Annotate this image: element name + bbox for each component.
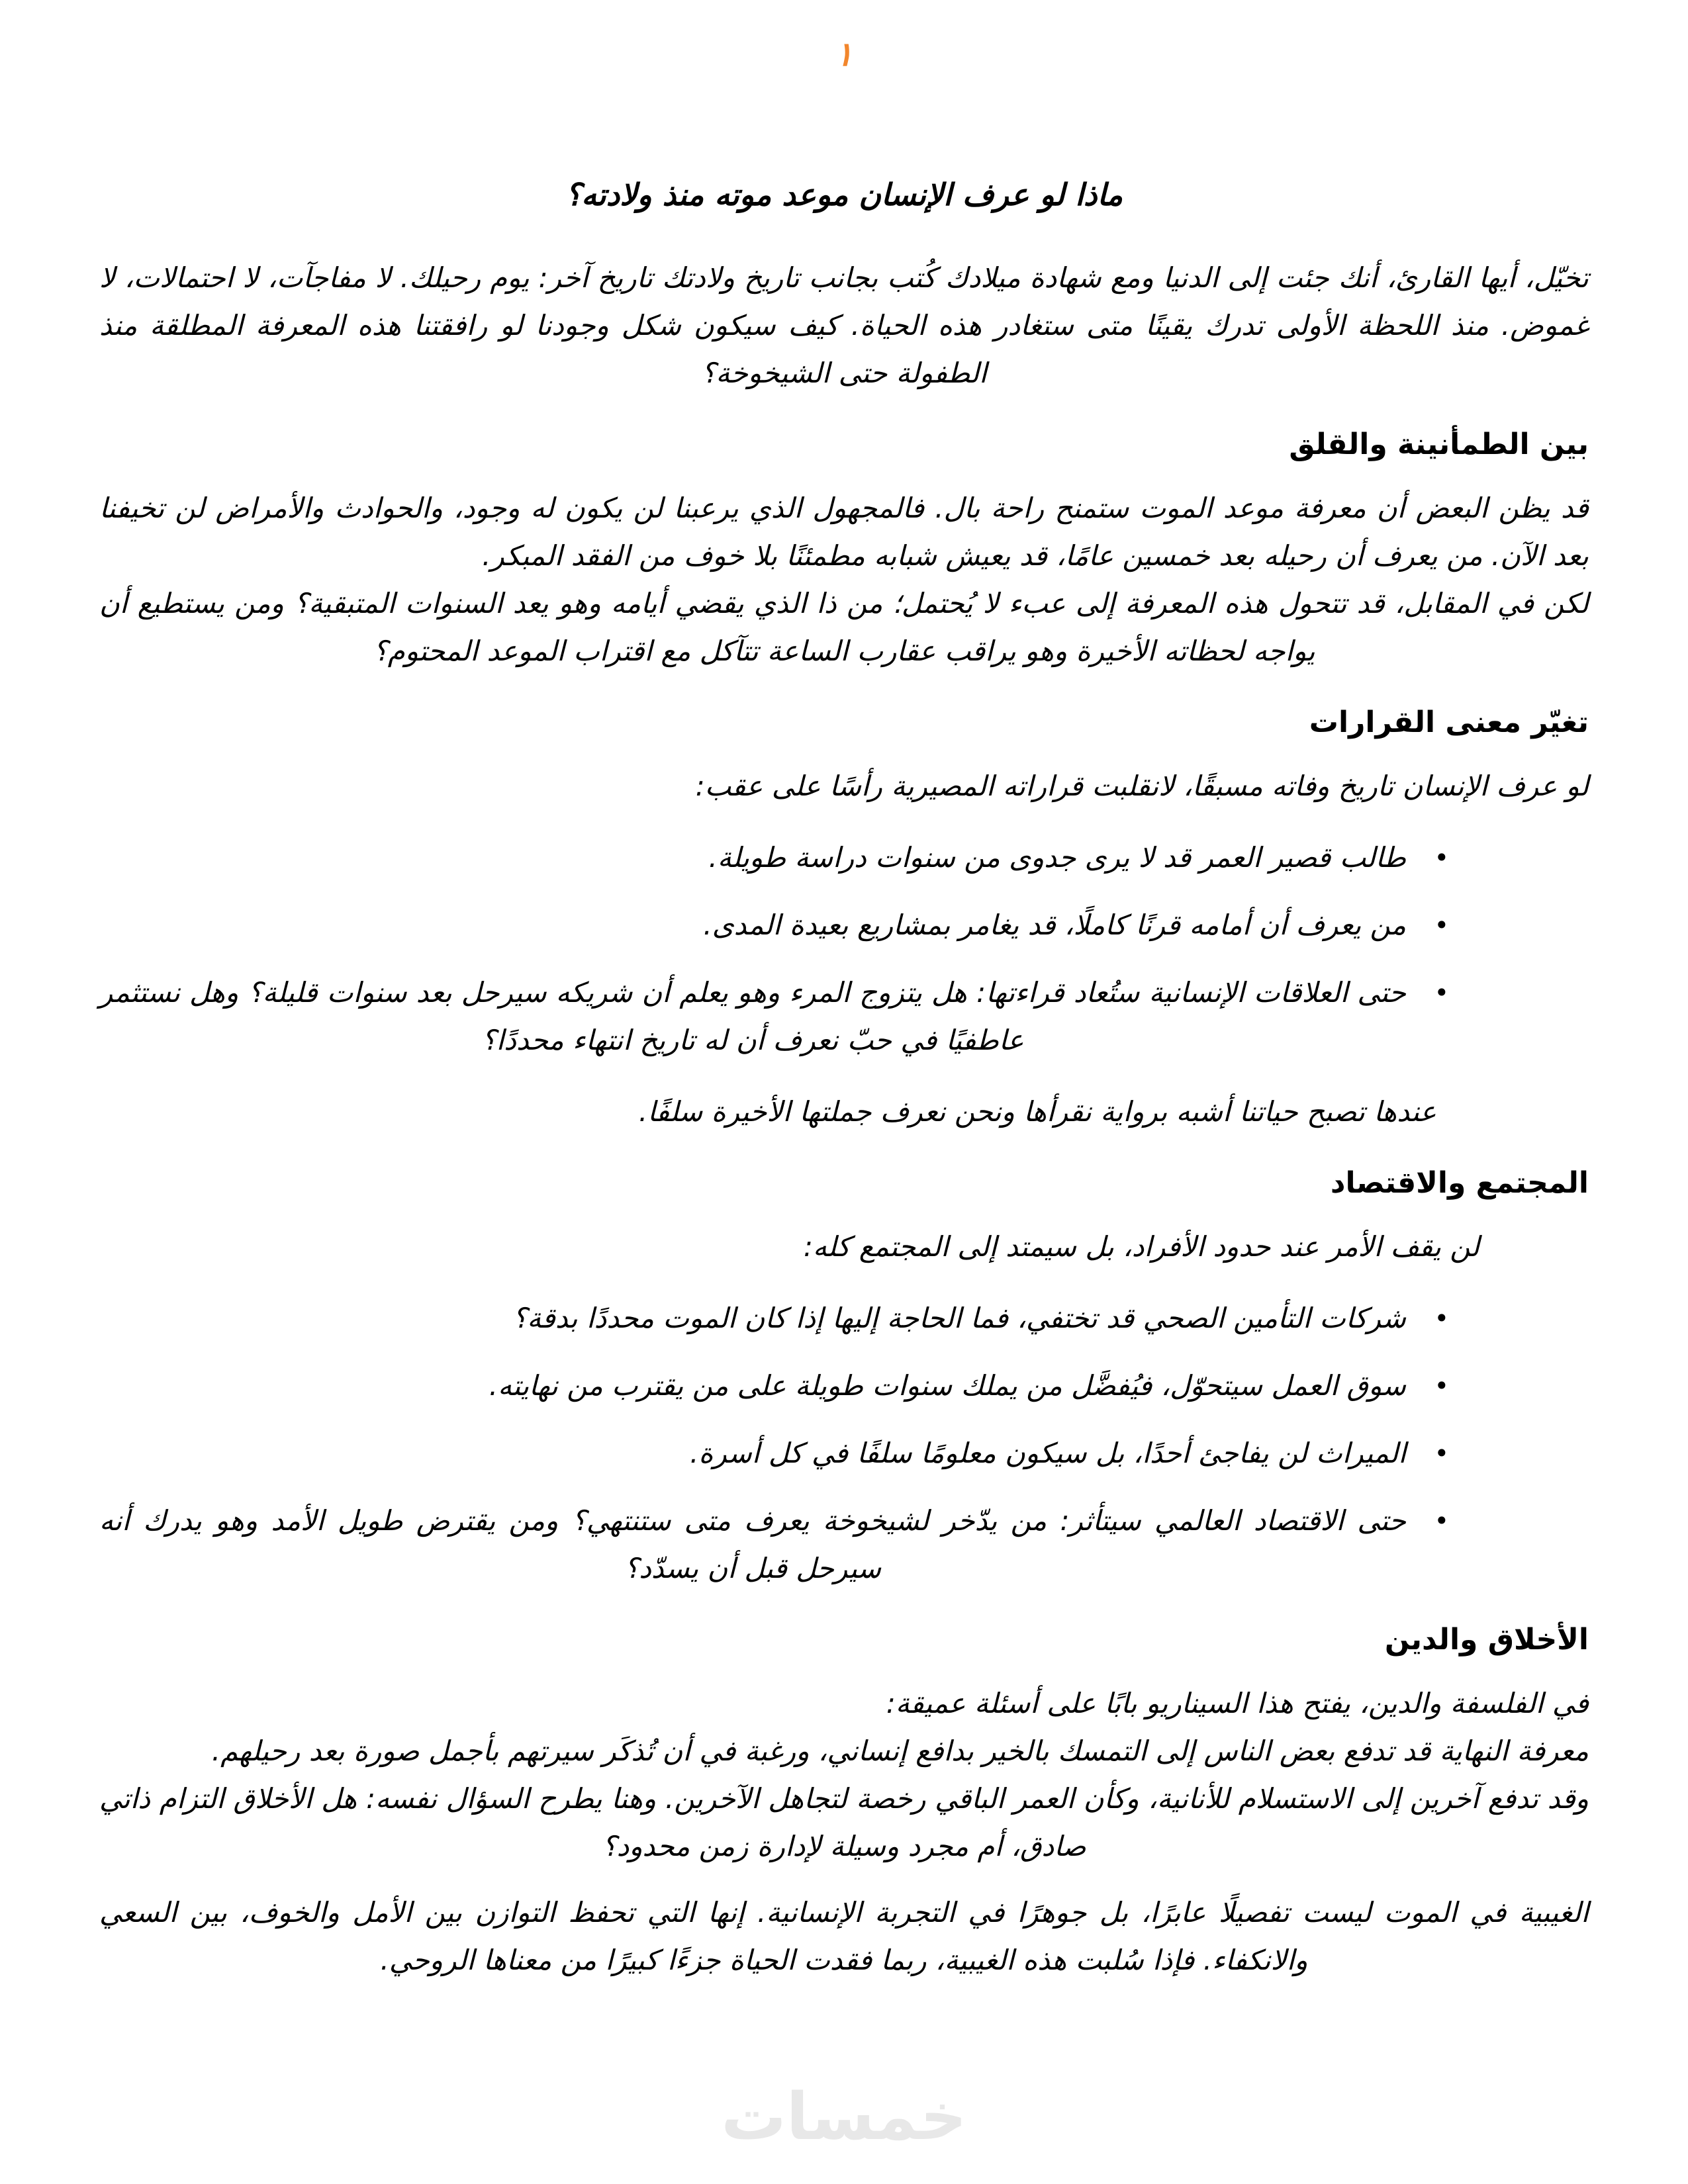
list-item: • حتى العلاقات الإنسانية ستُعاد قراءتها: هل يتزوج المرء وهو يعلم أن شريكه سيرحل بعد سنوات قليلة؟ وهل نستثمر عاطفيًا في حبّ نعرف أن له تاريخ انتهاء محددًا؟	[99, 969, 1453, 1064]
paragraph: قد يظن البعض أن معرفة موعد الموت ستمنح راحة بال. فالمجهول الذي يرعبنا لن يكون له وجود، والحوادث والأمراض لن تخيفنا بعد الآن. من يعرف أن رحيله بعد خمسين عامًا، قد يعيش شبابه مطمئنًا بلا خوف من الفقد المبكر.	[99, 492, 1589, 572]
heading-ethics-religion: الأخلاق والدين	[1384, 1623, 1589, 1657]
heading-society-economy: المجتمع والاقتصاد	[1330, 1166, 1589, 1200]
heading-serenity-anxiety: بين الطمأنينة والقلق	[1289, 428, 1589, 461]
paragraph: وقد تدفع آخرين إلى الاستسلام للأنانية، وكأن العمر الباقي رخصة لتجاهل الآخرين. وهنا يطرح السؤال نفسه: هل الأخلاق التزام ذاتي صادق، أم مجرد وسيلة لإدارة زمن محدود؟	[99, 1782, 1589, 1862]
paragraph: لن يقف الأمر عند حدود الأفراد، بل سيمتد إلى المجتمع كله:	[803, 1230, 1479, 1263]
list-item: • طالب قصير العمر قد لا يرى جدوى من سنوات دراسة طويلة.	[99, 834, 1453, 882]
decisions-bullet-list	[99, 834, 1589, 1064]
paragraph: عندها تصبح حياتنا أشبه برواية نقرأها ونحن نعرف جملتها الأخيرة سلفًا.	[638, 1095, 1436, 1128]
list-item: • سوق العمل سيتحوّل، فيُفضَّل من يملك سنوات طويلة على من يقترب من نهايته.	[99, 1362, 1453, 1410]
paragraph: لو عرف الإنسان تاريخ وفاته مسبقًا، لانقلبت قراراته المصيرية رأسًا على عقب:	[695, 770, 1589, 802]
list-item: • حتى الاقتصاد العالمي سيتأثر: من يدّخر لشيخوخة يعرف متى ستنتهي؟ ومن يقترض طويل الأمد وهو يدرك أنه سيرحل قبل أن يسدّد؟	[99, 1497, 1453, 1592]
list-item: • من يعرف أن أمامه قرنًا كاملًا، قد يغامر بمشاريع بعيدة المدى.	[99, 901, 1453, 949]
heading-decisions: تغيّر معنى القرارات	[1309, 705, 1589, 739]
closing-paragraph: الغيبية في الموت ليست تفصيلًا عابرًا، بل جوهرًا في التجربة الإنسانية. إنها التي تحفظ التوازن بين الأمل والخوف، بين السعي والانكفاء. فإذا سُلبت هذه الغيبية، ربما فقدت الحياة جزءًا كبيرًا من معناها الروحي.	[99, 1896, 1589, 1976]
khamsat-watermark: خمسات	[721, 2079, 967, 2155]
page-number: ١	[835, 35, 853, 73]
document-title: ماذا لو عرف الإنسان موعد موته منذ ولادته؟	[565, 177, 1123, 212]
list-item: • الميراث لن يفاجئ أحدًا، بل سيكون معلومًا سلفًا في كل أسرة.	[99, 1430, 1453, 1477]
society-bullet-list	[99, 1295, 1589, 1592]
paragraph: معرفة النهاية قد تدفع بعض الناس إلى التمسك بالخير بدافع إنساني، ورغبة في أن تُذكَر سيرتهم بأجمل صورة بعد رحيلهم.	[211, 1735, 1589, 1767]
intro-paragraph: تخيّل، أيها القارئ، أنك جئت إلى الدنيا ومع شهادة ميلادك كُتب بجانب تاريخ ولادتك تاريخ آخر: يوم رحيلك. لا مفاجآت، لا احتمالات، لا غموض. منذ اللحظة الأولى تدرك يقينًا متى ستغادر هذه الحياة. كيف سيكون شكل وجودنا لو رافقتنا هذه المعرفة المطلقة منذ الطفولة حتى الشيخوخة؟	[99, 261, 1589, 389]
paragraph: لكن في المقابل، قد تتحول هذه المعرفة إلى عبء لا يُحتمل؛ من ذا الذي يقضي أيامه وهو يعد السنوات المتبقية؟ ومن يستطيع أن يواجه لحظاته الأخيرة وهو يراقب عقارب الساعة تتآكل مع اقتراب الموعد المحتوم؟	[99, 587, 1589, 667]
list-item: • شركات التأمين الصحي قد تختفي، فما الحاجة إليها إذا كان الموت محددًا بدقة؟	[99, 1295, 1453, 1342]
paragraph: في الفلسفة والدين، يفتح هذا السيناريو بابًا على أسئلة عميقة:	[886, 1687, 1589, 1719]
